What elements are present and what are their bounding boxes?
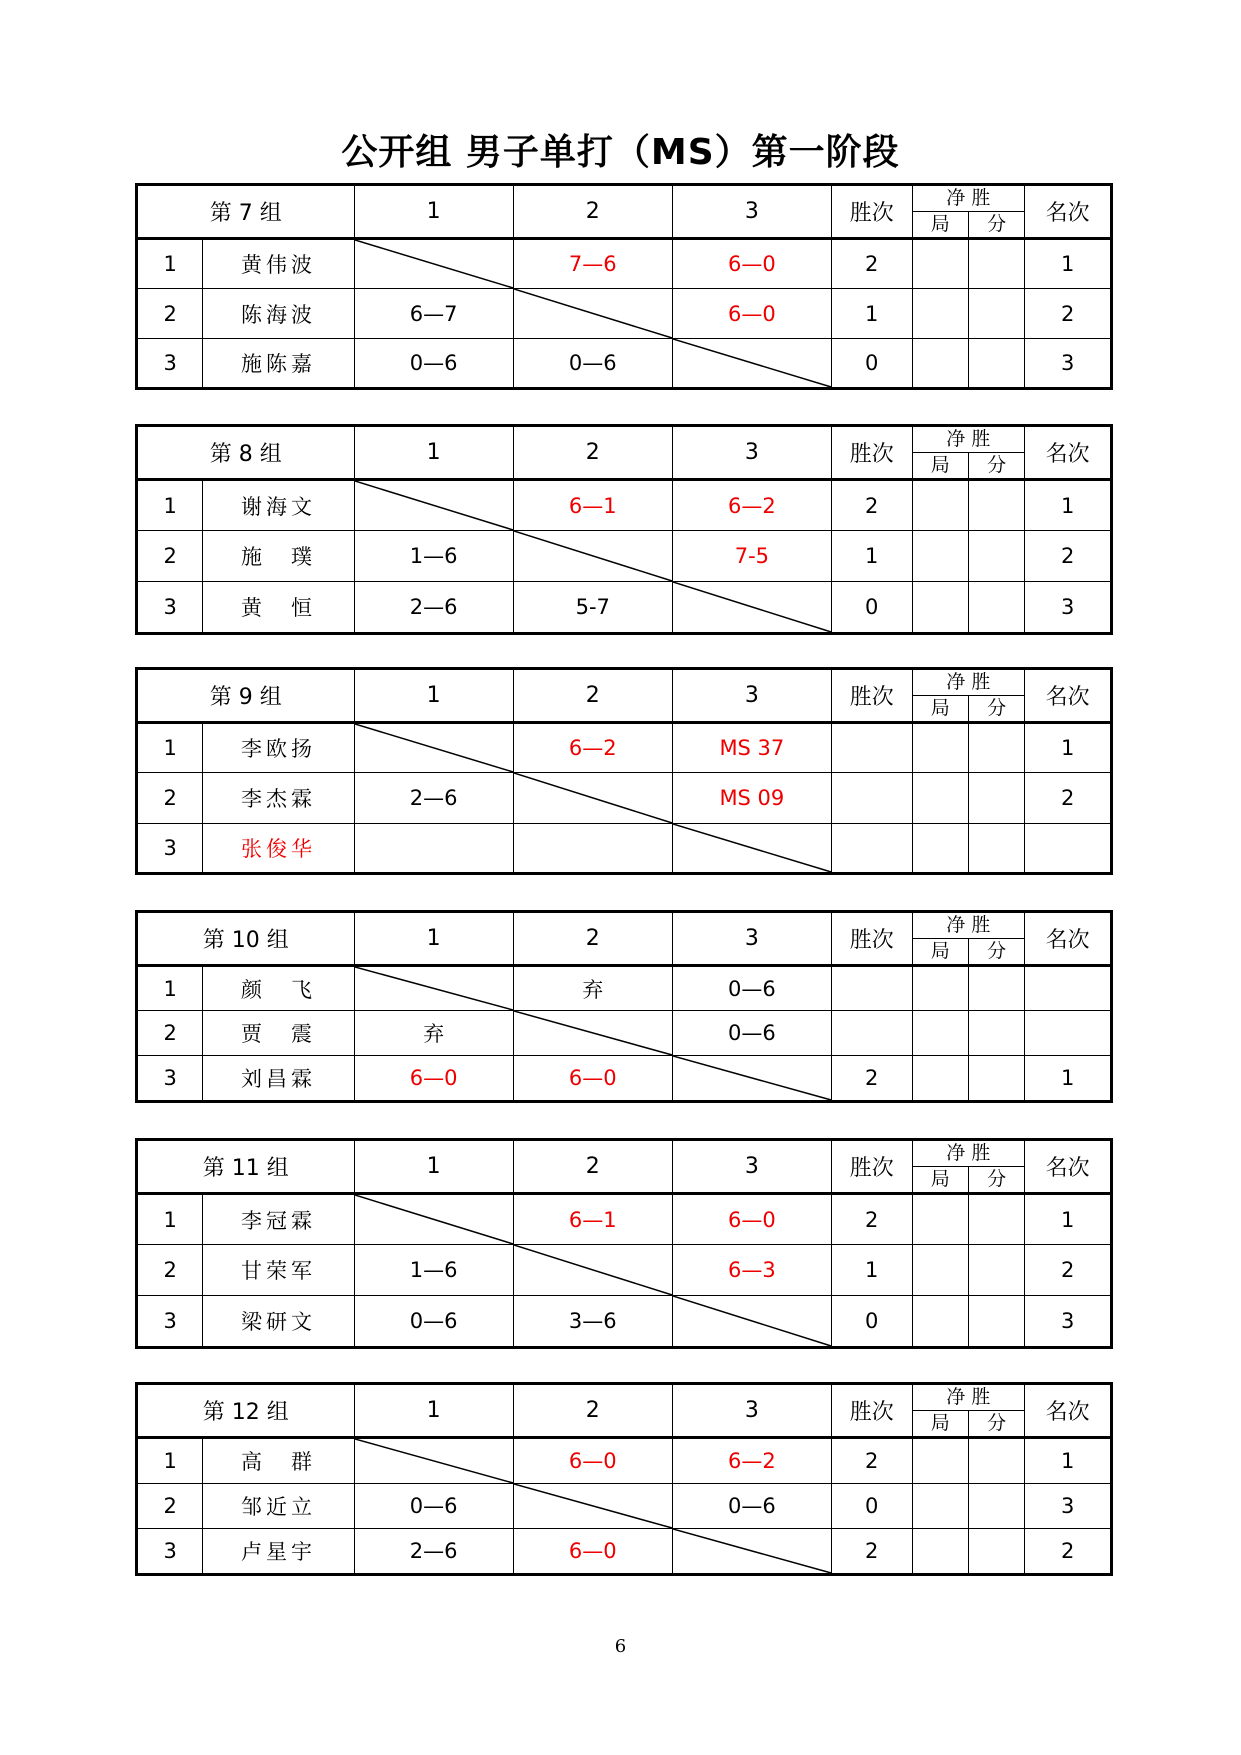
match-score: 6—2 — [513, 723, 672, 773]
rank-value: 1 — [1025, 1194, 1112, 1245]
match-score: 6—2 — [672, 480, 831, 531]
net-sets-header: 局 — [912, 453, 968, 480]
wins-value: 0 — [831, 339, 912, 389]
player-row — [137, 582, 1112, 634]
match-score: 0—6 — [354, 339, 513, 389]
match-score: 6—0 — [513, 1438, 672, 1484]
player-row — [137, 1245, 1112, 1296]
net-sets-value — [912, 1245, 968, 1296]
net-header: 净 胜 — [912, 426, 1025, 453]
player-row — [137, 531, 1112, 582]
player-name: 黄伟波 — [203, 239, 354, 289]
match-score: 6—0 — [672, 239, 831, 289]
net-points-value — [968, 1484, 1024, 1529]
player-row — [137, 480, 1112, 531]
wins-value: 2 — [831, 1529, 912, 1575]
player-seed: 2 — [137, 773, 203, 824]
self-match-cell — [672, 339, 831, 389]
net-header: 净 胜 — [912, 669, 1025, 696]
player-seed: 3 — [137, 582, 203, 634]
match-score: 3—6 — [513, 1296, 672, 1348]
self-match-cell — [513, 1011, 672, 1056]
col-header-3: 3 — [672, 1140, 831, 1194]
wins-value — [831, 773, 912, 824]
player-row — [137, 1438, 1112, 1484]
net-points-value — [968, 239, 1024, 289]
player-seed: 3 — [137, 1296, 203, 1348]
diagonal-slash — [355, 1195, 513, 1244]
net-points-value — [968, 824, 1024, 874]
net-sets-value — [912, 966, 968, 1011]
col-header-3: 3 — [672, 1384, 831, 1438]
match-score: 0—6 — [354, 1296, 513, 1348]
player-name: 陈海波 — [203, 289, 354, 339]
rank-value: 1 — [1025, 239, 1112, 289]
rank-value: 2 — [1025, 289, 1112, 339]
col-header-2: 2 — [513, 1384, 672, 1438]
col-header-1: 1 — [354, 426, 513, 480]
player-seed: 3 — [137, 824, 203, 874]
rank-value: 3 — [1025, 1296, 1112, 1348]
rank-header: 名次 — [1025, 1384, 1112, 1438]
match-score: 0—6 — [354, 1484, 513, 1529]
col-header-3: 3 — [672, 912, 831, 966]
net-points-value — [968, 339, 1024, 389]
player-seed: 1 — [137, 966, 203, 1011]
player-seed: 3 — [137, 1529, 203, 1575]
self-match-cell — [354, 239, 513, 289]
player-seed: 3 — [137, 339, 203, 389]
match-score: MS 09 — [672, 773, 831, 824]
player-seed: 1 — [137, 480, 203, 531]
rank-value — [1025, 1011, 1112, 1056]
col-header-1: 1 — [354, 1140, 513, 1194]
player-row — [137, 1529, 1112, 1575]
player-name: 甘荣军 — [203, 1245, 354, 1296]
player-seed: 2 — [137, 1245, 203, 1296]
net-sets-value — [912, 1011, 968, 1056]
net-sets-value — [912, 824, 968, 874]
net-points-header: 分 — [968, 1411, 1024, 1438]
self-match-cell — [354, 1438, 513, 1484]
diagonal-slash — [673, 1056, 831, 1100]
net-header: 净 胜 — [912, 912, 1025, 939]
match-score: 1—6 — [354, 531, 513, 582]
player-row — [137, 1296, 1112, 1348]
player-row — [137, 723, 1112, 773]
player-row — [137, 289, 1112, 339]
net-sets-value — [912, 1056, 968, 1102]
player-name: 谢海文 — [203, 480, 354, 531]
match-score: 7—6 — [513, 239, 672, 289]
diagonal-slash — [355, 240, 513, 288]
net-points-value — [968, 1438, 1024, 1484]
group-label: 第 12 组 — [137, 1384, 355, 1438]
wins-value: 2 — [831, 480, 912, 531]
rank-value: 1 — [1025, 1056, 1112, 1102]
group-table-1 — [135, 183, 1113, 390]
wins-value: 2 — [831, 1438, 912, 1484]
group-table-2 — [135, 424, 1113, 635]
net-header: 净 胜 — [912, 185, 1025, 212]
player-seed: 3 — [137, 1056, 203, 1102]
diagonal-slash — [514, 1484, 672, 1528]
player-name: 邹近立 — [203, 1484, 354, 1529]
diagonal-slash — [514, 1011, 672, 1055]
rank-value: 2 — [1025, 1245, 1112, 1296]
rank-value: 2 — [1025, 773, 1112, 824]
player-name: 施 璞 — [203, 531, 354, 582]
net-points-value — [968, 966, 1024, 1011]
rank-value — [1025, 824, 1112, 874]
match-score: 弃 — [513, 966, 672, 1011]
group-grid — [135, 1382, 1113, 1576]
diagonal-slash — [355, 481, 513, 530]
player-row — [137, 966, 1112, 1011]
player-row — [137, 1011, 1112, 1056]
player-name: 黄 恒 — [203, 582, 354, 634]
group-grid — [135, 183, 1113, 390]
group-table-4 — [135, 910, 1113, 1103]
self-match-cell — [672, 582, 831, 634]
diagonal-slash — [673, 582, 831, 632]
group-grid — [135, 1138, 1113, 1349]
match-score: MS 37 — [672, 723, 831, 773]
rank-header: 名次 — [1025, 1140, 1112, 1194]
player-row — [137, 239, 1112, 289]
net-points-value — [968, 289, 1024, 339]
diagonal-slash — [514, 773, 672, 823]
diagonal-slash — [355, 1439, 513, 1483]
net-sets-header: 局 — [912, 696, 968, 723]
wins-header: 胜次 — [831, 912, 912, 966]
wins-header: 胜次 — [831, 1140, 912, 1194]
wins-value — [831, 966, 912, 1011]
player-name: 高 群 — [203, 1438, 354, 1484]
self-match-cell — [354, 1194, 513, 1245]
match-score: 6—7 — [354, 289, 513, 339]
player-seed: 1 — [137, 723, 203, 773]
net-sets-header: 局 — [912, 1411, 968, 1438]
net-sets-header: 局 — [912, 212, 968, 239]
net-sets-value — [912, 239, 968, 289]
rank-value: 2 — [1025, 531, 1112, 582]
diagonal-slash — [673, 1296, 831, 1346]
rank-value: 2 — [1025, 1529, 1112, 1575]
self-match-cell — [672, 1529, 831, 1575]
col-header-1: 1 — [354, 912, 513, 966]
player-row — [137, 1194, 1112, 1245]
player-seed: 1 — [137, 1438, 203, 1484]
rank-header: 名次 — [1025, 426, 1112, 480]
wins-value: 2 — [831, 1056, 912, 1102]
net-points-header: 分 — [968, 939, 1024, 966]
net-points-value — [968, 480, 1024, 531]
player-seed: 1 — [137, 239, 203, 289]
match-score: 6—0 — [672, 289, 831, 339]
match-score: 1—6 — [354, 1245, 513, 1296]
rank-value — [1025, 966, 1112, 1011]
self-match-cell — [513, 1245, 672, 1296]
net-sets-header: 局 — [912, 1167, 968, 1194]
match-score: 2—6 — [354, 582, 513, 634]
match-score: 5-7 — [513, 582, 672, 634]
net-sets-value — [912, 1529, 968, 1575]
match-score: 6—1 — [513, 480, 672, 531]
net-sets-value — [912, 1484, 968, 1529]
net-sets-value — [912, 582, 968, 634]
player-seed: 2 — [137, 289, 203, 339]
player-name: 刘昌霖 — [203, 1056, 354, 1102]
self-match-cell — [354, 966, 513, 1011]
net-points-value — [968, 1529, 1024, 1575]
match-score — [513, 824, 672, 874]
match-score: 6—2 — [672, 1438, 831, 1484]
wins-value: 1 — [831, 1245, 912, 1296]
match-score: 6—1 — [513, 1194, 672, 1245]
self-match-cell — [513, 773, 672, 824]
player-name: 张俊华 — [203, 824, 354, 874]
rank-value: 3 — [1025, 1484, 1112, 1529]
wins-value: 0 — [831, 1296, 912, 1348]
net-header: 净 胜 — [912, 1384, 1025, 1411]
net-points-header: 分 — [968, 453, 1024, 480]
self-match-cell — [513, 289, 672, 339]
match-score — [354, 824, 513, 874]
page-title: 公开组 男子单打（MS）第一阶段 — [341, 132, 900, 173]
player-seed: 2 — [137, 1484, 203, 1529]
col-header-3: 3 — [672, 669, 831, 723]
diagonal-slash — [673, 824, 831, 872]
net-points-value — [968, 773, 1024, 824]
diagonal-slash — [514, 531, 672, 581]
net-sets-value — [912, 289, 968, 339]
diagonal-slash — [514, 289, 672, 338]
wins-value: 2 — [831, 1194, 912, 1245]
net-sets-value — [912, 531, 968, 582]
diagonal-slash — [514, 1245, 672, 1295]
player-name: 李欧扬 — [203, 723, 354, 773]
col-header-2: 2 — [513, 1140, 672, 1194]
match-score: 2—6 — [354, 773, 513, 824]
player-row — [137, 773, 1112, 824]
wins-value — [831, 1011, 912, 1056]
net-sets-value — [912, 480, 968, 531]
net-points-value — [968, 582, 1024, 634]
diagonal-slash — [355, 967, 513, 1010]
wins-header: 胜次 — [831, 185, 912, 239]
net-points-value — [968, 531, 1024, 582]
diagonal-slash — [355, 724, 513, 772]
wins-header: 胜次 — [831, 426, 912, 480]
player-row — [137, 1056, 1112, 1102]
net-points-value — [968, 1296, 1024, 1348]
match-score: 7-5 — [672, 531, 831, 582]
match-score: 6—0 — [513, 1529, 672, 1575]
player-name: 颜 飞 — [203, 966, 354, 1011]
player-seed: 2 — [137, 531, 203, 582]
rank-value: 1 — [1025, 723, 1112, 773]
net-points-value — [968, 1011, 1024, 1056]
group-table-3 — [135, 667, 1113, 875]
player-name: 李杰霖 — [203, 773, 354, 824]
group-grid — [135, 667, 1113, 875]
wins-value: 2 — [831, 239, 912, 289]
diagonal-slash — [673, 339, 831, 387]
self-match-cell — [672, 1056, 831, 1102]
wins-header: 胜次 — [831, 1384, 912, 1438]
net-sets-value — [912, 723, 968, 773]
col-header-1: 1 — [354, 1384, 513, 1438]
match-score: 0—6 — [672, 1011, 831, 1056]
self-match-cell — [513, 531, 672, 582]
net-points-header: 分 — [968, 1167, 1024, 1194]
net-sets-value — [912, 339, 968, 389]
self-match-cell — [354, 723, 513, 773]
group-table-6 — [135, 1382, 1113, 1576]
net-points-header: 分 — [968, 212, 1024, 239]
net-points-header: 分 — [968, 696, 1024, 723]
player-name: 卢星宇 — [203, 1529, 354, 1575]
group-grid — [135, 424, 1113, 635]
wins-value — [831, 824, 912, 874]
wins-value: 0 — [831, 582, 912, 634]
player-row — [137, 339, 1112, 389]
player-name: 施陈嘉 — [203, 339, 354, 389]
self-match-cell — [354, 480, 513, 531]
group-label: 第 9 组 — [137, 669, 355, 723]
match-score: 2—6 — [354, 1529, 513, 1575]
group-label: 第 7 组 — [137, 185, 355, 239]
col-header-2: 2 — [513, 912, 672, 966]
rank-value: 3 — [1025, 339, 1112, 389]
self-match-cell — [672, 1296, 831, 1348]
self-match-cell — [672, 824, 831, 874]
match-score: 6—0 — [354, 1056, 513, 1102]
col-header-3: 3 — [672, 185, 831, 239]
player-name: 贾 震 — [203, 1011, 354, 1056]
self-match-cell — [513, 1484, 672, 1529]
match-score: 6—0 — [672, 1194, 831, 1245]
match-score: 0—6 — [672, 1484, 831, 1529]
player-row — [137, 824, 1112, 874]
col-header-2: 2 — [513, 185, 672, 239]
match-score: 0—6 — [513, 339, 672, 389]
net-sets-header: 局 — [912, 939, 968, 966]
match-score: 0—6 — [672, 966, 831, 1011]
net-sets-value — [912, 773, 968, 824]
group-grid — [135, 910, 1113, 1103]
match-score: 6—0 — [513, 1056, 672, 1102]
diagonal-slash — [673, 1529, 831, 1573]
match-score: 6—3 — [672, 1245, 831, 1296]
rank-header: 名次 — [1025, 185, 1112, 239]
player-name: 梁研文 — [203, 1296, 354, 1348]
net-points-value — [968, 1245, 1024, 1296]
rank-header: 名次 — [1025, 912, 1112, 966]
net-sets-value — [912, 1296, 968, 1348]
group-label: 第 8 组 — [137, 426, 355, 480]
net-sets-value — [912, 1194, 968, 1245]
group-table-5 — [135, 1138, 1113, 1349]
net-sets-value — [912, 1438, 968, 1484]
col-header-1: 1 — [354, 669, 513, 723]
rank-value: 1 — [1025, 1438, 1112, 1484]
wins-value: 1 — [831, 289, 912, 339]
net-points-value — [968, 723, 1024, 773]
net-points-value — [968, 1056, 1024, 1102]
player-seed: 2 — [137, 1011, 203, 1056]
col-header-3: 3 — [672, 426, 831, 480]
group-label: 第 10 组 — [137, 912, 355, 966]
col-header-2: 2 — [513, 669, 672, 723]
group-label: 第 11 组 — [137, 1140, 355, 1194]
col-header-1: 1 — [354, 185, 513, 239]
player-name: 李冠霖 — [203, 1194, 354, 1245]
wins-value — [831, 723, 912, 773]
player-seed: 1 — [137, 1194, 203, 1245]
rank-value: 1 — [1025, 480, 1112, 531]
rank-header: 名次 — [1025, 669, 1112, 723]
wins-value: 1 — [831, 531, 912, 582]
match-score: 弃 — [354, 1011, 513, 1056]
wins-value: 0 — [831, 1484, 912, 1529]
rank-value: 3 — [1025, 582, 1112, 634]
net-points-value — [968, 1194, 1024, 1245]
col-header-2: 2 — [513, 426, 672, 480]
page-number: 6 — [614, 1636, 627, 1657]
wins-header: 胜次 — [831, 669, 912, 723]
player-row — [137, 1484, 1112, 1529]
net-header: 净 胜 — [912, 1140, 1025, 1167]
